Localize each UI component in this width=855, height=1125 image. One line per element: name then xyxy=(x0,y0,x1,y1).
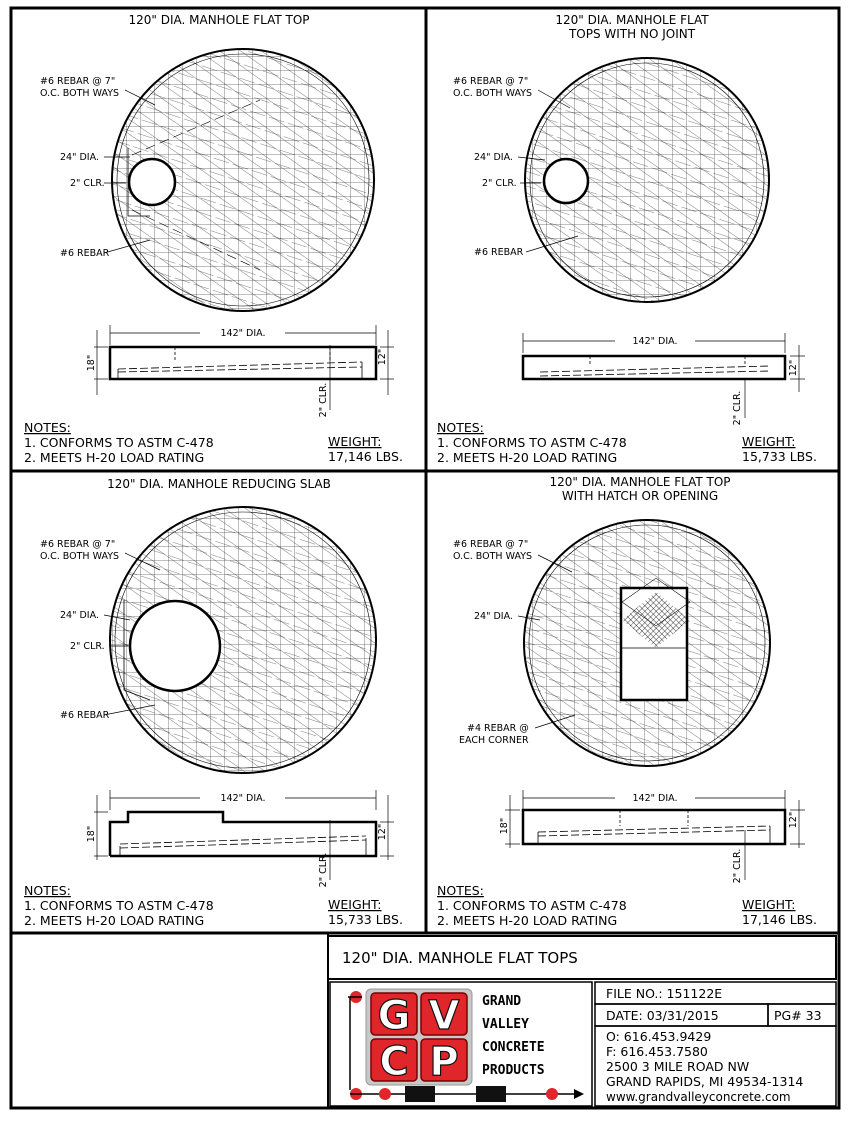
panel-flat-top-no-joint xyxy=(437,13,817,465)
dia-label: 24" DIA. xyxy=(60,152,99,163)
rebar-spacing-label: O.C. BOTH WAYS xyxy=(453,88,533,99)
office-phone: O: 616.453.9429 xyxy=(606,1029,712,1044)
plan-view xyxy=(520,515,780,775)
dim-left: 18" xyxy=(86,354,97,372)
dim-clr: 2" CLR. xyxy=(318,852,329,888)
opening-circle xyxy=(129,159,175,205)
company-word-grand: GRAND xyxy=(482,994,522,1009)
opening-circle xyxy=(130,601,220,691)
address-line-2: GRAND RAPIDS, MI 49534-1314 xyxy=(606,1074,804,1089)
note-2: 2. MEETS H-20 LOAD RATING xyxy=(24,450,205,465)
company-word-valley: VALLEY xyxy=(482,1017,529,1032)
rebar-spacing-label: O.C. BOTH WAYS xyxy=(453,551,533,562)
logo-letter-c: C xyxy=(379,1039,409,1085)
dim-overall: 142" DIA. xyxy=(220,328,266,339)
dim-right: 12" xyxy=(788,811,799,829)
clr-label: 2" CLR. xyxy=(70,641,105,652)
date: DATE: 03/31/2015 xyxy=(606,1008,719,1023)
note-1: 1. CONFORMS TO ASTM C-478 xyxy=(24,435,214,450)
dim-right: 12" xyxy=(377,348,388,366)
company-word-products: PRODUCTS xyxy=(482,1063,545,1078)
clr-label: 2" CLR. xyxy=(70,178,105,189)
address-line-1: 2500 3 MILE ROAD NW xyxy=(606,1059,750,1074)
note-1: 1. CONFORMS TO ASTM C-478 xyxy=(24,898,214,913)
rebar-label: #6 REBAR @ 7" xyxy=(453,76,529,87)
notes-heading: NOTES: xyxy=(24,420,71,435)
panel-subtitle: TOPS WITH NO JOINT xyxy=(568,27,696,41)
note-2: 2. MEETS H-20 LOAD RATING xyxy=(437,913,618,928)
panel-subtitle: WITH HATCH OR OPENING xyxy=(561,489,719,503)
section-view xyxy=(86,790,394,887)
notes-heading: NOTES: xyxy=(437,883,484,898)
weight-heading: WEIGHT: xyxy=(742,434,796,449)
rebar-bottom-label: #6 REBAR xyxy=(60,710,110,721)
file-number: FILE NO.: 151122E xyxy=(606,986,723,1001)
rebar-spacing-label: O.C. BOTH WAYS xyxy=(40,551,120,562)
panel-flat-top-hatch xyxy=(437,475,817,928)
dim-right: 12" xyxy=(377,823,388,841)
dim-overall: 142" DIA. xyxy=(632,793,678,804)
logo-letter-p: P xyxy=(429,1039,459,1085)
weight-value: 17,146 LBS. xyxy=(328,449,403,464)
weight-heading: WEIGHT: xyxy=(328,434,382,449)
note-1: 1. CONFORMS TO ASTM C-478 xyxy=(437,898,627,913)
section-view xyxy=(499,790,805,883)
weight-value: 15,733 LBS. xyxy=(328,912,403,927)
logo-letter-g: G xyxy=(377,993,411,1039)
panel-title: 120" DIA. MANHOLE FLAT xyxy=(555,13,709,27)
company-word-concrete: CONCRETE xyxy=(482,1040,545,1055)
clr-label: 2" CLR. xyxy=(482,178,517,189)
dim-right: 12" xyxy=(788,359,799,377)
plan-view xyxy=(520,50,780,310)
dim-clr: 2" CLR. xyxy=(732,390,743,426)
weight-value: 15,733 LBS. xyxy=(742,449,817,464)
dia-label: 24" DIA. xyxy=(474,611,513,622)
panel-flat-top xyxy=(24,13,403,465)
dim-clr: 2" CLR. xyxy=(318,382,329,418)
note-2: 2. MEETS H-20 LOAD RATING xyxy=(437,450,618,465)
plan-view xyxy=(100,500,390,790)
rebar-spacing-label: O.C. BOTH WAYS xyxy=(40,88,120,99)
panel-title: 120" DIA. MANHOLE FLAT TOP xyxy=(128,13,310,27)
section-view xyxy=(523,333,805,425)
dia-label: 24" DIA. xyxy=(60,610,99,621)
title-block xyxy=(328,936,836,1106)
page-number: PG# 33 xyxy=(774,1008,822,1023)
dim-left: 18" xyxy=(86,825,97,843)
note-1: 1. CONFORMS TO ASTM C-478 xyxy=(437,435,627,450)
dim-clr: 2" CLR. xyxy=(732,848,743,884)
opening-circle xyxy=(544,159,588,203)
dim-left: 18" xyxy=(499,817,510,835)
weight-heading: WEIGHT: xyxy=(742,897,796,912)
company-logo xyxy=(348,989,584,1102)
weight-value: 17,146 LBS. xyxy=(742,912,817,927)
panel-title: 120" DIA. MANHOLE FLAT TOP xyxy=(549,475,731,489)
notes-heading: NOTES: xyxy=(24,883,71,898)
dim-overall: 142" DIA. xyxy=(632,336,678,347)
weight-heading: WEIGHT: xyxy=(328,897,382,912)
panel-reducing-slab xyxy=(24,477,403,928)
dia-label: 24" DIA. xyxy=(474,152,513,163)
rebar-label: #6 REBAR @ 7" xyxy=(453,539,529,550)
drawing-title: 120" DIA. MANHOLE FLAT TOPS xyxy=(342,949,578,967)
section-view xyxy=(86,325,394,417)
rebar-bottom-label: #6 REBAR xyxy=(474,247,524,258)
fax-number: F: 616.453.7580 xyxy=(606,1044,708,1059)
rebar-label: #6 REBAR @ 7" xyxy=(40,76,116,87)
dim-overall: 142" DIA. xyxy=(220,793,266,804)
rebar-bottom-label: #6 REBAR xyxy=(60,248,110,259)
note-2: 2. MEETS H-20 LOAD RATING xyxy=(24,913,205,928)
rebar-label: #6 REBAR @ 7" xyxy=(40,539,116,550)
panel-title: 120" DIA. MANHOLE REDUCING SLAB xyxy=(107,477,331,491)
logo-letter-v: V xyxy=(428,993,460,1039)
corner-rebar-label: #4 REBAR @ xyxy=(467,723,529,734)
plan-view xyxy=(100,40,390,320)
corner-rebar-sublabel: EACH CORNER xyxy=(459,735,529,746)
website: www.grandvalleyconcrete.com xyxy=(606,1090,791,1104)
notes-heading: NOTES: xyxy=(437,420,484,435)
